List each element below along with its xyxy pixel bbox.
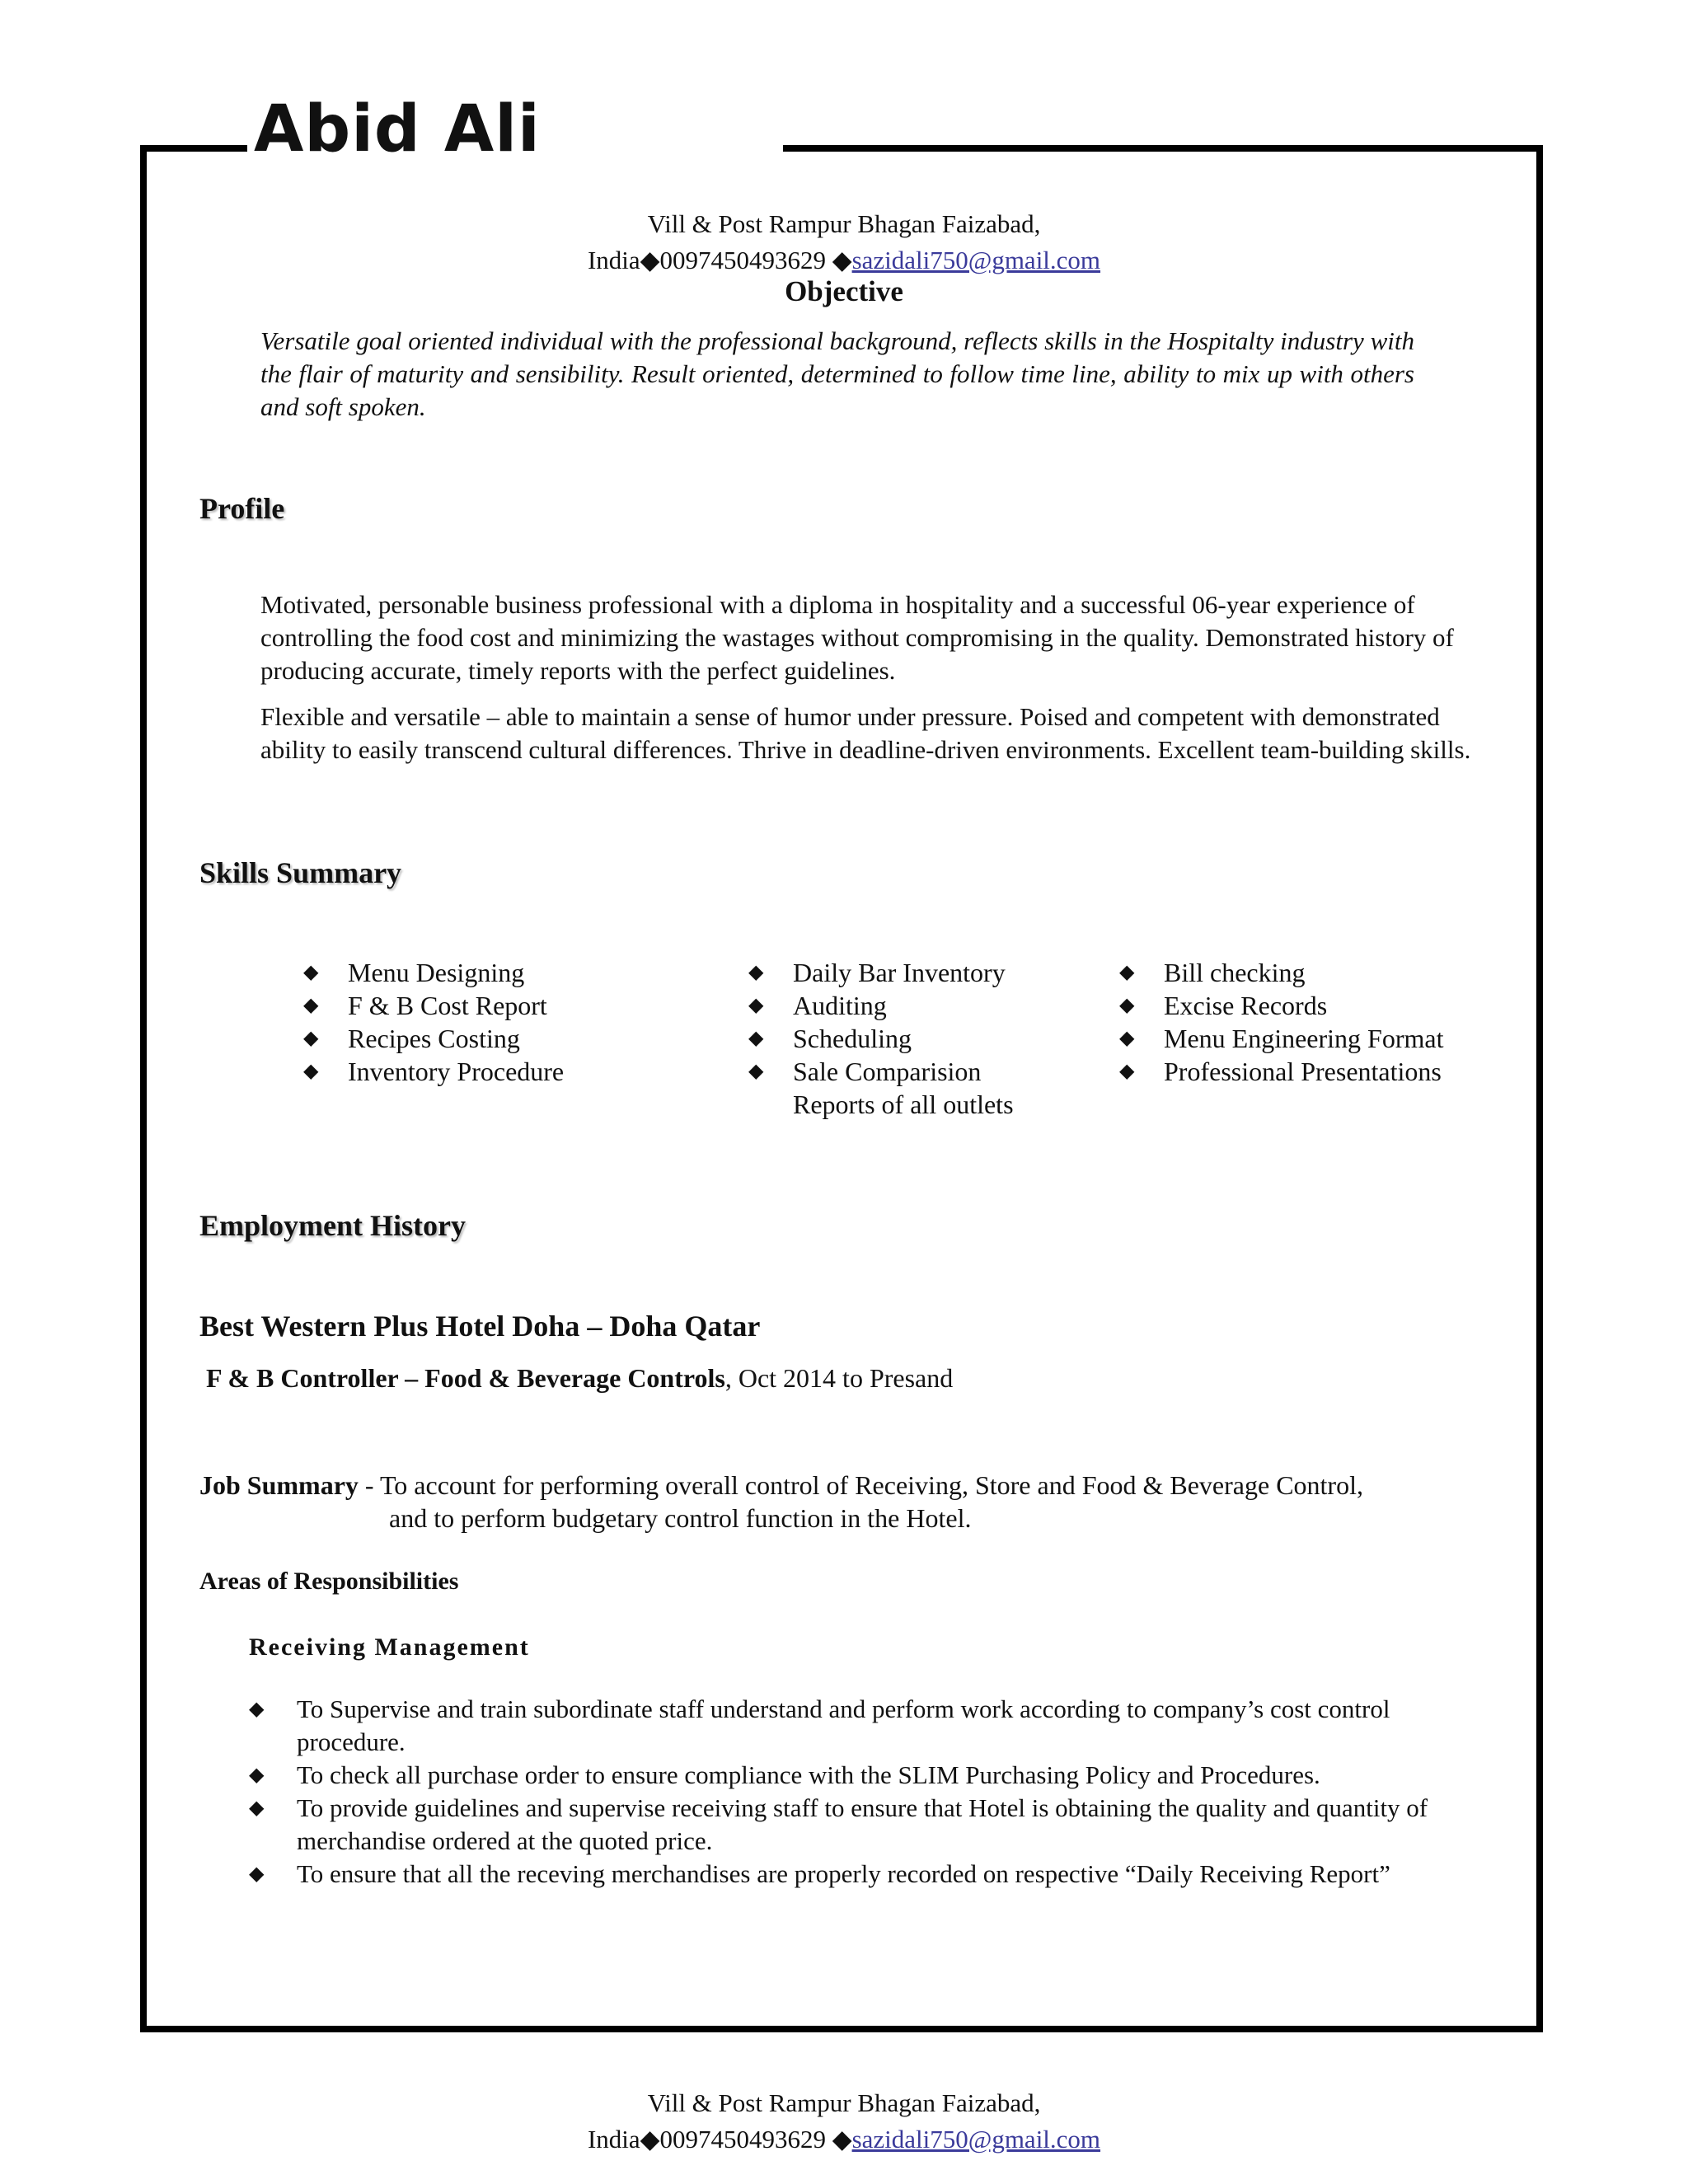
list-item: ◆ Auditing [748,991,887,1020]
separator-icon: ◆ [832,246,852,274]
responsibilities-list [249,1693,1469,1891]
frame-bottom-line [140,2026,1543,2032]
separator-icon: ◆ [832,2125,852,2154]
job-summary-line-1: - To account for performing overall control of Receiving, Store and Food & Beverage Control, [358,1470,1363,1500]
position-period: , Oct 2014 to Presand [724,1363,954,1393]
frame-top-left-line [140,145,247,152]
list-item: ◆ To ensure that all the receving merchandises are properly recorded on respective “Daily Receiving Report” [249,1858,1469,1891]
diamond-bullet-icon: ◆ [748,1028,764,1049]
areas-heading: Areas of Responsibilities [199,1568,459,1595]
list-item: ◆ Professional Presentations [1119,1057,1442,1086]
frame-left-line [140,145,147,2032]
diamond-bullet-icon: ◆ [303,1028,319,1049]
contact-block-top [0,206,1688,279]
diamond-bullet-icon: ◆ [249,1797,265,1819]
objective-heading: Objective [785,275,903,307]
diamond-bullet-icon: ◆ [1119,962,1135,983]
skills-column-3 [1119,956,1443,1088]
list-item: ◆ To Supervise and train subordinate staff understand and perform work according to company’s cost control procedure. [249,1694,1390,1756]
diamond-bullet-icon: ◆ [303,962,319,983]
diamond-bullet-icon: ◆ [1119,1061,1135,1082]
list-item: ◆ Menu Engineering Format [1119,1024,1444,1053]
phone: 0097450493629 [659,246,826,274]
list-item: ◆ Bill checking [1119,958,1306,987]
separator-icon: ◆ [640,246,660,274]
skills-heading: Skills Summary [199,856,402,889]
position-line [206,1363,953,1394]
list-item: ◆ To check all purchase order to ensure compliance with the SLIM Purchasing Policy and Procedures. [249,1759,1469,1792]
diamond-bullet-icon: ◆ [249,1765,265,1786]
diamond-bullet-icon: ◆ [748,962,764,983]
skills-column-2 [748,956,1045,1121]
job-summary-line-2: and to perform budgetary control function in the Hotel. [389,1503,972,1533]
list-item: ◆ Scheduling [748,1024,912,1053]
list-item: ◆ Excise Records [1119,991,1328,1020]
diamond-bullet-icon: ◆ [1119,1028,1135,1049]
country: India [587,2125,640,2154]
country: India [587,246,640,274]
receiving-management-heading: Receiving Management [249,1633,530,1661]
email-link[interactable]: sazidali750@gmail.com [851,246,1101,274]
address-line: Vill & Post Rampur Bhagan Faizabad, [647,2088,1041,2117]
diamond-bullet-icon: ◆ [748,995,764,1016]
job-summary-label: Job Summary [199,1470,359,1500]
job-summary [199,1469,1469,1535]
resume-name: Abid Ali [254,92,541,166]
list-item: ◆ F & B Cost Report [303,991,547,1020]
frame-top-right-line [783,145,1543,152]
company-name: Best Western Plus Hotel Doha – Doha Qatar [199,1310,761,1343]
contact-block-bottom [0,2085,1688,2158]
list-item: ◆ Menu Designing [303,958,525,987]
diamond-bullet-icon: ◆ [249,1699,265,1720]
profile-heading: Profile [199,492,285,525]
position-title: F & B Controller – Food & Beverage Controls [206,1363,725,1393]
profile-paragraph-1: Motivated, personable business professional with a diploma in hospitality and a successful 06-year experience of controlling the food cost and minimizing the wastages without compromising in the quality. Demonstrated history of producing accurate, timely reports with the perfect guidelines. [260,590,1454,685]
skills-column-1 [303,956,564,1088]
list-item: ◆ To provide guidelines and supervise receiving staff to ensure that Hotel is obtaining the quality and quantity of merchandise ordered at the quoted price. [249,1793,1428,1855]
contact-line [0,242,1688,279]
employment-heading: Employment History [199,1209,466,1242]
list-item: ◆ Daily Bar Inventory [748,958,1006,987]
phone: 0097450493629 [659,2125,826,2154]
profile-paragraph-2: Flexible and versatile – able to maintain a sense of humor under pressure. Poised and competent with demonstrated ability to easily transcend cultural differences. Thrive in deadline-driven environments. Excellent team-building skills. [260,702,1471,764]
list-item: ◆ Inventory Procedure [303,1057,565,1086]
address-line: Vill & Post Rampur Bhagan Faizabad, [647,209,1041,238]
frame-right-line [1536,145,1543,2032]
list-item: ◆ Recipes Costing [303,1024,520,1053]
list-item: ◆ Sale Comparision Reports of all outlets [748,1057,1014,1119]
diamond-bullet-icon: ◆ [748,1061,764,1082]
diamond-bullet-icon: ◆ [249,1863,265,1885]
separator-icon: ◆ [640,2125,660,2154]
diamond-bullet-icon: ◆ [303,995,319,1016]
diamond-bullet-icon: ◆ [303,1061,319,1082]
objective-text: Versatile goal oriented individual with the professional background, reflects skills in the Hospitalty industry with the flair of maturity and sensibility. Result oriented, determined to follow time line, ability to mix up with others and soft spoken. [260,326,1414,421]
email-link[interactable]: sazidali750@gmail.com [851,2125,1101,2154]
contact-line [0,2121,1688,2158]
diamond-bullet-icon: ◆ [1119,995,1135,1016]
